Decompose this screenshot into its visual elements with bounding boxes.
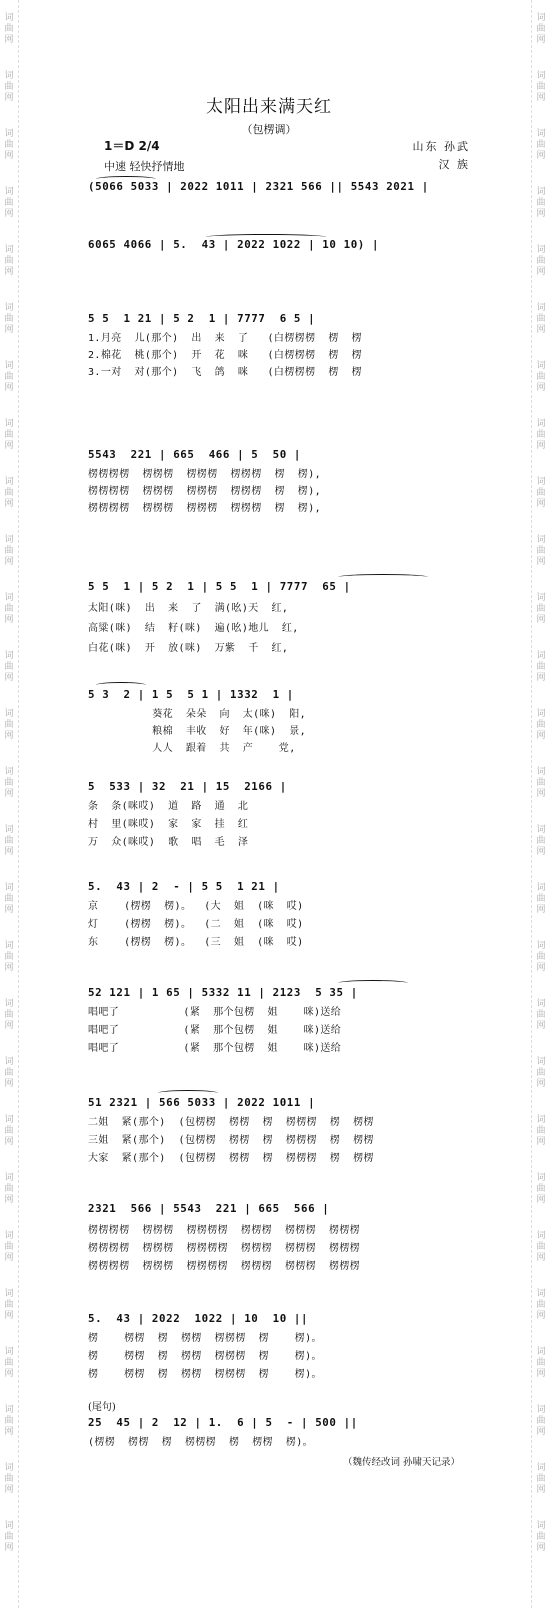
watermark-text: 词 曲 网: [4, 244, 14, 277]
lyric-verse-1: 条 条(咪哎) 道 路 通 北: [88, 801, 249, 812]
lyric-verse-1: (楞楞 楞楞 楞 楞楞楞 楞 楞楞 楞)。: [88, 1437, 314, 1448]
watermark-left: [0, 0, 19, 1608]
watermark-text: 词 曲 网: [536, 1346, 546, 1379]
watermark-text: 词 曲 网: [536, 534, 546, 567]
watermark-text: 词 曲 网: [536, 1230, 546, 1263]
watermark-text: 词 曲 网: [4, 1230, 14, 1263]
watermark-text: 词 曲 网: [536, 244, 546, 277]
lyric-verse-2: 村 里(咪哎) 家 家 挂 红: [88, 819, 249, 830]
watermark-text: 词 曲 网: [4, 418, 14, 451]
watermark-text: 词 曲 网: [4, 128, 14, 161]
slur-arc: [96, 682, 146, 688]
watermark-text: 词 曲 网: [536, 592, 546, 625]
watermark-text: 词 曲 网: [4, 360, 14, 393]
notation-line: 5. 43 | 2 - | 5 5 1 21 |: [88, 880, 280, 893]
song-subtitle: （包楞调）: [241, 123, 297, 136]
watermark-text: 词 曲 网: [536, 186, 546, 219]
watermark-text: 词 曲 网: [536, 128, 546, 161]
lyric-verse-1: 葵花 朵朵 向 太(咪) 阳,: [88, 709, 307, 720]
lyric-verse-1: 唱吧了 (紧 那个包楞 姐 咪)送给: [88, 1007, 342, 1018]
notation-line: 5 5 1 21 | 5 2 1 | 7777 6 5 |: [88, 312, 316, 325]
slur-arc: [158, 1090, 218, 1096]
watermark-text: 词 曲 网: [4, 12, 14, 45]
watermark-text: 词 曲 网: [536, 70, 546, 103]
watermark-text: 词 曲 网: [536, 476, 546, 509]
notation-line: 5. 43 | 2022 1022 | 10 10 ||: [88, 1312, 309, 1325]
lyric-verse-1: 楞楞楞楞 楞楞楞 楞楞楞 楞楞楞 楞 楞),: [88, 469, 322, 480]
watermark-text: 词 曲 网: [536, 302, 546, 335]
lyric-verse-3: 大家 紧(那个) (包楞楞 楞楞 楞 楞楞楞 楞 楞楞: [88, 1153, 374, 1164]
watermark-text: 词 曲 网: [4, 534, 14, 567]
lyric-verse-3: 东 (楞楞 楞)。 (三 姐 (咪 哎): [88, 937, 304, 948]
notation-line: 5 533 | 32 21 | 15 2166 |: [88, 780, 287, 793]
watermark-text: 词 曲 网: [4, 1462, 14, 1495]
watermark-text: 词 曲 网: [536, 708, 546, 741]
tempo-marking: 中速 轻快抒情地: [104, 160, 185, 173]
source-credit: （魏传经改词 孙啸天记录）: [342, 1457, 460, 1468]
watermark-text: 词 曲 网: [4, 592, 14, 625]
slur-arc: [338, 574, 428, 580]
watermark-text: 词 曲 网: [4, 1404, 14, 1437]
notation-line: 52 121 | 1 65 | 5332 11 | 2123 5 35 |: [88, 986, 358, 999]
watermark-text: 词 曲 网: [536, 1520, 546, 1553]
watermark-text: 词 曲 网: [4, 1346, 14, 1379]
notation-line: 5543 221 | 665 466 | 5 50 |: [88, 448, 302, 461]
watermark-text: 词 曲 网: [4, 998, 14, 1031]
watermark-text: 词 曲 网: [536, 882, 546, 915]
lyric-verse-3: 白花(咪) 开 放(咪) 万紫 千 红,: [88, 643, 289, 654]
watermark-text: 词 曲 网: [536, 418, 546, 451]
watermark-text: 词 曲 网: [4, 766, 14, 799]
notation-line: (5066 5033 | 2022 1011 | 2321 566 || 5543 2021 |: [88, 180, 429, 193]
credit-ethnicity: 汉 族: [438, 158, 470, 171]
lyric-verse-1: 楞楞楞楞 楞楞楞 楞楞楞楞 楞楞楞 楞楞楞 楞楞楞: [88, 1225, 361, 1236]
watermark-text: 词 曲 网: [536, 1114, 546, 1147]
watermark-text: 词 曲 网: [4, 302, 14, 335]
lyric-verse-2: 楞楞楞楞 楞楞楞 楞楞楞楞 楞楞楞 楞楞楞 楞楞楞: [88, 1243, 361, 1254]
notation-line: 5 5 1 | 5 2 1 | 5 5 1 | 7777 65 |: [88, 580, 351, 593]
notation-line: 25 45 | 2 12 | 1. 6 | 5 - | 500 ||: [88, 1416, 358, 1429]
lyric-verse-1: 二姐 紧(那个) (包楞楞 楞楞 楞 楞楞楞 楞 楞楞: [88, 1117, 374, 1128]
lyric-verse-2: 2.棉花 桃(那个) 开 花 咪 (白楞楞楞 楞 楞: [88, 350, 363, 361]
lyric-verse-3: 万 众(咪哎) 歌 唱 毛 泽: [88, 837, 249, 848]
watermark-right: [531, 0, 550, 1608]
watermark-text: 词 曲 网: [4, 882, 14, 915]
lyric-verse-3: 楞楞楞楞 楞楞楞 楞楞楞 楞楞楞 楞 楞),: [88, 503, 322, 514]
notation-line: 5 3 2 | 1 5 5 1 | 1332 1 |: [88, 688, 294, 701]
watermark-text: 词 曲 网: [536, 766, 546, 799]
lyric-verse-3: 3.一对 对(那个) 飞 鸽 咪 (白楞楞楞 楞 楞: [88, 367, 363, 378]
notation-line: 6065 4066 | 5. 43 | 2022 1022 | 10 10) |: [88, 238, 380, 251]
key-signature: 1＝D 2/4: [104, 139, 160, 153]
lyric-verse-2: 三姐 紧(那个) (包楞楞 楞楞 楞 楞楞楞 楞 楞楞: [88, 1135, 374, 1146]
lyric-verse-2: 唱吧了 (紧 那个包楞 姐 咪)送给: [88, 1025, 342, 1036]
coda-label: (尾句): [88, 1402, 116, 1413]
song-title: 太阳出来满天红: [206, 97, 332, 117]
watermark-text: 词 曲 网: [4, 650, 14, 683]
watermark-text: 词 曲 网: [536, 1404, 546, 1437]
watermark-text: 词 曲 网: [4, 70, 14, 103]
lyric-verse-3: 人人 跟着 共 产 党,: [88, 743, 296, 754]
lyric-verse-1: 1.月亮 儿(那个) 出 来 了 (白楞楞楞 楞 楞: [88, 333, 363, 344]
watermark-text: 词 曲 网: [4, 940, 14, 973]
lyric-verse-1: 太阳(咪) 出 来 了 满(吆)天 红,: [88, 603, 289, 614]
watermark-text: 词 曲 网: [536, 12, 546, 45]
watermark-text: 词 曲 网: [536, 998, 546, 1031]
watermark-text: 词 曲 网: [536, 360, 546, 393]
lyric-verse-3: 楞 楞楞 楞 楞楞 楞楞楞 楞 楞)。: [88, 1369, 322, 1380]
notation-line: 2321 566 | 5543 221 | 665 566 |: [88, 1202, 330, 1215]
watermark-text: 词 曲 网: [4, 1520, 14, 1553]
lyric-verse-1: 楞 楞楞 楞 楞楞 楞楞楞 楞 楞)。: [88, 1333, 322, 1344]
slur-arc: [96, 176, 156, 182]
watermark-text: 词 曲 网: [4, 1288, 14, 1321]
watermark-text: 词 曲 网: [536, 650, 546, 683]
watermark-text: 词 曲 网: [4, 708, 14, 741]
notation-line: 51 2321 | 566 5033 | 2022 1011 |: [88, 1096, 316, 1109]
watermark-text: 词 曲 网: [536, 1288, 546, 1321]
watermark-text: 词 曲 网: [536, 940, 546, 973]
watermark-text: 词 曲 网: [536, 1172, 546, 1205]
watermark-text: 词 曲 网: [4, 186, 14, 219]
watermark-text: 词 曲 网: [4, 1172, 14, 1205]
watermark-text: 词 曲 网: [4, 824, 14, 857]
watermark-text: 词 曲 网: [4, 476, 14, 509]
lyric-verse-2: 灯 (楞楞 楞)。 (二 姐 (咪 哎): [88, 919, 304, 930]
credit-origin: 山东 孙武: [412, 140, 470, 153]
lyric-verse-1: 京 (楞楞 楞)。 (大 姐 (咪 哎): [88, 901, 304, 912]
lyric-verse-2: 粮棉 丰收 好 年(咪) 景,: [88, 726, 307, 737]
lyric-verse-2: 高粱(咪) 结 籽(咪) 遍(吆)地儿 红,: [88, 623, 299, 634]
watermark-text: 词 曲 网: [4, 1056, 14, 1089]
watermark-text: 词 曲 网: [536, 1056, 546, 1089]
lyric-verse-2: 楞楞楞楞 楞楞楞 楞楞楞 楞楞楞 楞 楞),: [88, 486, 322, 497]
slur-arc: [338, 980, 408, 986]
slur-arc: [206, 234, 326, 240]
lyric-verse-3: 唱吧了 (紧 那个包楞 姐 咪)送给: [88, 1043, 342, 1054]
lyric-verse-2: 楞 楞楞 楞 楞楞 楞楞楞 楞 楞)。: [88, 1351, 322, 1362]
watermark-text: 词 曲 网: [4, 1114, 14, 1147]
lyric-verse-3: 楞楞楞楞 楞楞楞 楞楞楞楞 楞楞楞 楞楞楞 楞楞楞: [88, 1261, 361, 1272]
watermark-text: 词 曲 网: [536, 1462, 546, 1495]
watermark-text: 词 曲 网: [536, 824, 546, 857]
